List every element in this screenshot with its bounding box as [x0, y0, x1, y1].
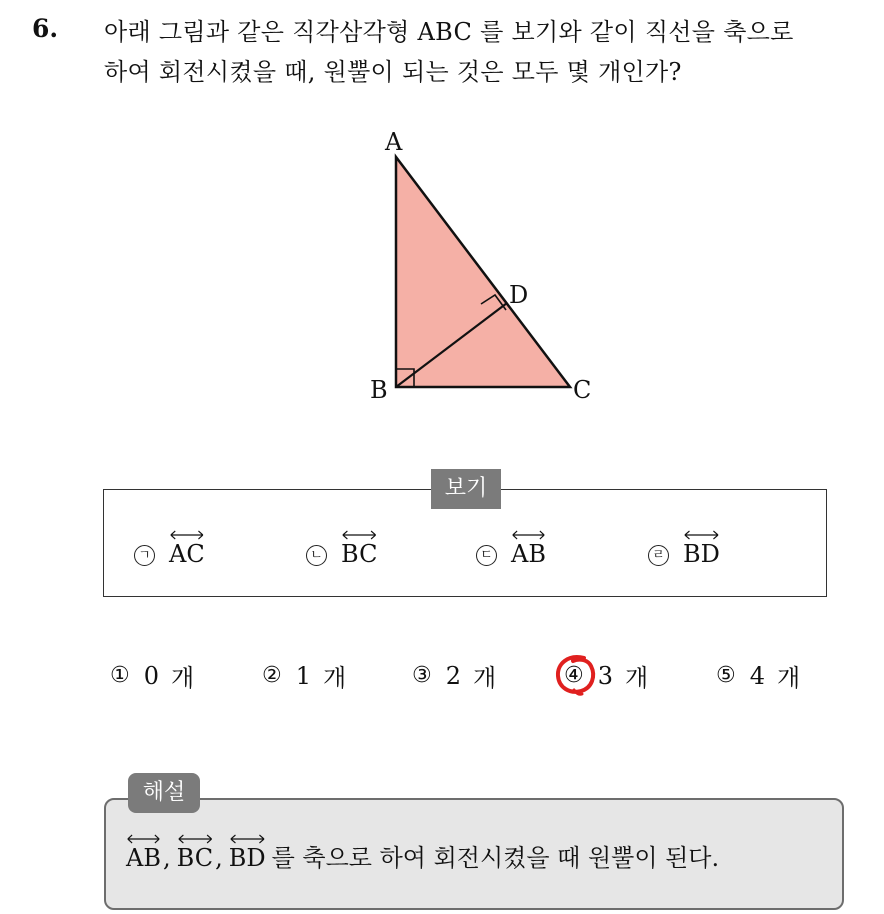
double-arrow-icon — [177, 832, 213, 844]
choice-unit: 개 — [473, 664, 497, 692]
choice-number: ③ — [412, 663, 432, 688]
question-line-1: 아래 그림과 같은 직각삼각형 ABC 를 보기와 같이 직선을 축으로 — [104, 18, 794, 46]
line-symbol-bd — [229, 844, 266, 872]
choice-value: 1 — [295, 661, 312, 690]
marker-circle: ㄴ — [306, 545, 327, 566]
choice-3[interactable] — [412, 658, 496, 693]
example-item-2 — [306, 540, 377, 568]
label-a: A — [385, 128, 403, 156]
double-arrow-icon — [229, 832, 266, 844]
choice-unit: 개 — [625, 664, 649, 692]
line-label: BC — [341, 540, 378, 568]
line-symbol — [341, 540, 377, 568]
marker-circle: ㄹ — [648, 545, 669, 566]
marker-circle: ㄱ — [134, 545, 155, 566]
question-number: 6. — [32, 14, 59, 43]
explanation-title: 해설 — [128, 773, 200, 813]
explanation-sentence: 를 축으로 하여 회전시켰을 때 원뿔이 된다. — [271, 844, 720, 872]
line-label: BC — [176, 844, 214, 872]
choice-number: ① — [110, 663, 130, 688]
line-label: BD — [683, 540, 720, 568]
line-symbol-ab — [126, 844, 161, 872]
line-label: BD — [228, 844, 266, 872]
line-symbol — [511, 540, 546, 568]
choice-number: ⑤ — [716, 663, 736, 688]
double-arrow-icon — [126, 832, 161, 844]
answer-mark-icon — [554, 652, 598, 696]
line-label: AC — [169, 540, 205, 568]
choice-unit: 개 — [171, 664, 195, 692]
separator: , — [162, 844, 171, 872]
choice-unit: 개 — [777, 664, 801, 692]
line-label: AB — [511, 540, 546, 568]
choice-unit: 개 — [323, 664, 347, 692]
choice-2[interactable] — [262, 658, 346, 693]
choice-5[interactable] — [716, 658, 800, 693]
explanation-text — [126, 838, 719, 873]
line-symbol — [683, 540, 720, 568]
double-arrow-icon — [511, 528, 546, 540]
triangle-abc — [396, 157, 570, 387]
label-c: C — [573, 376, 592, 404]
separator: , — [215, 844, 223, 872]
choice-value: 4 — [749, 661, 766, 690]
choice-value: 2 — [445, 661, 462, 690]
label-d: D — [509, 281, 529, 309]
example-item-4 — [648, 540, 720, 568]
double-arrow-icon — [169, 528, 205, 540]
choice-value: 3 — [597, 661, 614, 690]
choice-number: ② — [262, 663, 282, 688]
line-symbol-bc — [177, 844, 213, 872]
double-arrow-icon — [341, 528, 377, 540]
example-item-3 — [476, 540, 546, 568]
choice-1[interactable] — [110, 658, 194, 693]
marker-circle: ㄷ — [476, 545, 497, 566]
double-arrow-icon — [683, 528, 720, 540]
label-b: B — [370, 376, 388, 404]
line-label: AB — [126, 844, 161, 872]
example-item-1 — [134, 540, 205, 568]
choice-value: 0 — [143, 661, 160, 690]
choice-number: ④ — [564, 663, 584, 688]
line-symbol — [169, 540, 205, 568]
example-box-title: 보기 — [431, 469, 501, 509]
question-line-2: 하여 회전시켰을 때, 원뿔이 되는 것은 모두 몇 개인가? — [104, 58, 682, 86]
